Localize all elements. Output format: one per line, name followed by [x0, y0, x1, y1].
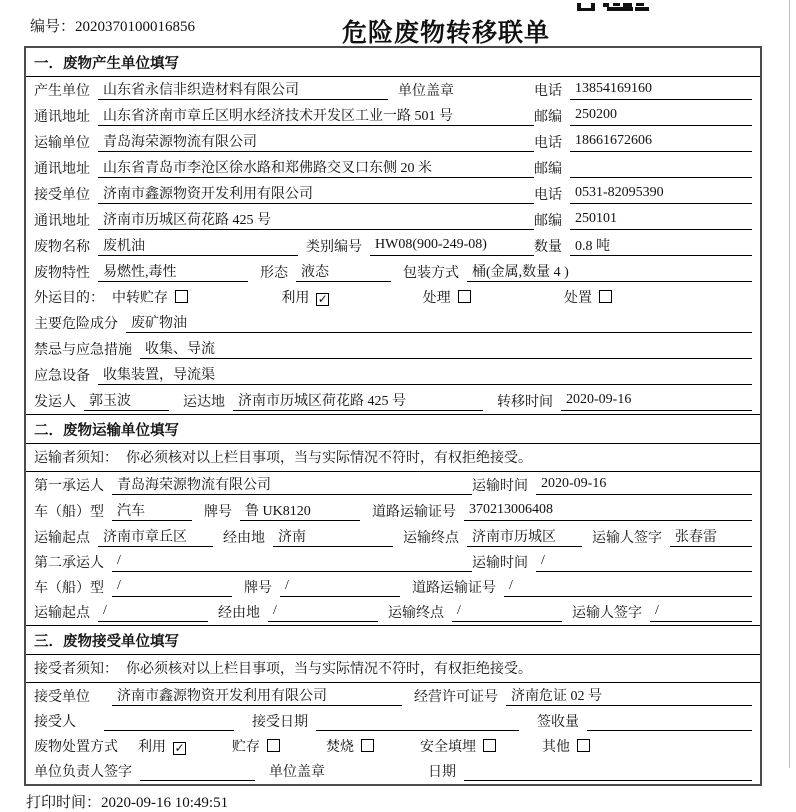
carrier2-label: 第二承运人 — [34, 556, 104, 571]
doc-number-value: 2020370100016856 — [75, 19, 196, 35]
origin1-value: 济南市章丘区 — [98, 526, 213, 547]
document-header — [0, 0, 796, 47]
transporter-label: 运输单位 — [34, 136, 90, 151]
quantity-value: 0.8 吨 — [570, 235, 752, 256]
head-sign-value — [140, 762, 255, 781]
transporter-sign1-value: 张春雷 — [670, 526, 752, 547]
zip-label: 邮编 — [534, 110, 562, 125]
row-transporter-address — [26, 155, 760, 181]
address-label: 通讯地址 — [34, 110, 90, 125]
row-vehicle2 — [26, 575, 760, 600]
endpoint2-value: / — [452, 603, 562, 622]
disposal-option-incinerate: 焚烧 — [326, 736, 374, 756]
receiver-phone-value: 0531-82095390 — [570, 185, 752, 204]
zip-label: 邮编 — [534, 162, 562, 177]
purpose-option-dispose: 处置 — [564, 287, 612, 307]
checkbox-disposal-utilize-checked: ✓ — [174, 741, 185, 755]
row-receiver — [26, 181, 760, 207]
license-value: 济南危证 02 号 — [506, 685, 752, 706]
row-contraindication — [26, 336, 760, 362]
address-label: 通讯地址 — [34, 162, 90, 177]
shipper-value: 郭玉波 — [84, 390, 169, 411]
transporter-sign-label: 运输人签字 — [592, 531, 662, 546]
phone-label: 电话 — [534, 84, 562, 99]
unit-seal-label: 单位盖章 — [398, 84, 454, 99]
receiver-notice-label: 接受者须知： — [34, 662, 118, 677]
transfer-time-value: 2020-09-16 — [561, 392, 752, 411]
transporter-sign-label: 运输人签字 — [572, 606, 642, 621]
row-vehicle1 — [26, 498, 760, 524]
contraindication-value: 收集、导流 — [140, 338, 752, 359]
road-permit1-value: 370213006408 — [464, 502, 752, 521]
destination-label: 运达地 — [183, 395, 225, 410]
doc-number-label: 编号： — [30, 19, 76, 35]
checkbox-transfer-storage — [175, 290, 188, 303]
row-disposal-method — [26, 734, 760, 759]
page-title: 危险废物转移联单 — [341, 20, 550, 47]
transporter-value: 青岛海荣源物流有限公司 — [98, 131, 534, 152]
plate-label: 牌号 — [204, 505, 232, 520]
emergency-equipment-value: 收集装置，导流渠 — [98, 364, 752, 385]
section2-header: 二．废物运输单位填写 — [26, 414, 760, 444]
row-route2 — [26, 600, 760, 625]
row-waste-name — [26, 233, 760, 259]
row-emergency-equipment — [26, 362, 760, 388]
row-head-signature — [26, 759, 760, 784]
date-label: 日期 — [428, 765, 456, 780]
emergency-equipment-label: 应急设备 — [34, 369, 90, 384]
row-producer — [26, 77, 760, 103]
purpose-label: 外运目的： — [34, 291, 104, 306]
row-main-hazard — [26, 310, 760, 336]
unit-seal-label: 单位盖章 — [269, 765, 325, 780]
checkbox-utilize-checked: ✓ — [317, 292, 328, 306]
print-time-label: 打印时间： — [26, 795, 102, 811]
zip-label: 邮编 — [534, 214, 562, 229]
form-value: 液态 — [296, 261, 391, 282]
purpose-option-transfer-storage: 中转贮存 — [112, 287, 188, 307]
form-label: 形态 — [260, 266, 288, 281]
endpoint-label: 运输终点 — [388, 606, 444, 621]
receiver-notice-text: 你必须核对以上栏目事项，当与实际情况不符时，有权拒绝接受。 — [126, 662, 532, 677]
transporter-sign2-value: / — [650, 603, 752, 622]
row-receiver-address — [26, 207, 760, 233]
waste-character-value: 易燃性,毒性 — [98, 261, 248, 282]
producer-zip-value: 250200 — [570, 107, 752, 126]
vehicle-type-label: 车（船）型 — [34, 581, 104, 596]
disposal-option-other: 其他 — [542, 736, 590, 756]
row-carrier2 — [26, 550, 760, 575]
phone-label: 电话 — [534, 188, 562, 203]
section3-header: 三．废物接受单位填写 — [26, 625, 760, 655]
purpose-option-treat: 处理 — [423, 287, 471, 307]
carrier2-time-value: / — [536, 553, 752, 572]
section1-header: 一．废物产生单位填写 — [26, 48, 760, 77]
transporter-address-value: 山东省青岛市李沧区徐水路和郑佛路交叉口东侧 20 米 — [98, 157, 534, 178]
road-permit-label: 道路运输证号 — [372, 505, 456, 520]
checkbox-store — [267, 739, 280, 752]
checkbox-treat — [458, 290, 471, 303]
receiver-zip-value: 250101 — [570, 211, 752, 230]
address-label: 通讯地址 — [34, 214, 90, 229]
head-sign-label: 单位负责人签字 — [34, 765, 132, 780]
acceptor-label: 接受人 — [34, 715, 76, 730]
checkbox-landfill — [483, 739, 496, 752]
carrier1-time-value: 2020-09-16 — [536, 476, 752, 495]
via-label: 经由地 — [223, 531, 265, 546]
doc-number — [30, 15, 195, 36]
quantity-label: 数量 — [534, 240, 562, 255]
origin-label: 运输起点 — [34, 606, 90, 621]
carrier1-value: 青岛海荣源物流有限公司 — [112, 474, 472, 495]
row-waste-character — [26, 259, 760, 285]
accept-date-value — [316, 712, 519, 731]
origin-label: 运输起点 — [34, 531, 90, 546]
main-hazard-value: 废矿物油 — [126, 312, 752, 333]
row-transporter — [26, 129, 760, 155]
packing-value: 桶(金属,数量 4 ) — [467, 261, 752, 282]
via1-value: 济南 — [273, 526, 393, 547]
license-label: 经营许可证号 — [414, 690, 498, 705]
row-accept-unit — [26, 683, 760, 709]
via-label: 经由地 — [218, 606, 260, 621]
transporter-zip-value — [570, 159, 752, 178]
receiver-notice — [26, 655, 760, 683]
purpose-option-utilize: 利用 ✓ — [281, 291, 328, 306]
endpoint1-value: 济南市历城区 — [467, 526, 582, 547]
origin2-value: / — [98, 603, 208, 622]
disposal-method-label: 废物处置方式 — [34, 740, 118, 755]
vehicle2-value: / — [112, 578, 232, 597]
waste-name-value: 废机油 — [98, 235, 298, 256]
disposal-option-utilize: 利用 ✓ — [138, 740, 185, 755]
checkbox-incinerate — [361, 739, 374, 752]
checkbox-other — [577, 739, 590, 752]
transfer-time-label: 转移时间 — [497, 395, 553, 410]
row-shipper — [26, 388, 760, 414]
packing-label: 包装方式 — [403, 266, 459, 281]
producer-address-value: 山东省济南市章丘区明水经济技术开发区工业一路 501 号 — [98, 105, 534, 126]
receiver-value: 济南市鑫源物资开发利用有限公司 — [98, 183, 534, 204]
transporter-notice-text: 你必须核对以上栏目事项，当与实际情况不符时，有权拒绝接受。 — [126, 451, 532, 466]
print-time — [26, 791, 796, 812]
date-value — [464, 762, 752, 781]
row-carrier1 — [26, 472, 760, 498]
plate1-value: 鲁 UK8120 — [240, 500, 360, 521]
carrier2-value: / — [112, 553, 472, 572]
road-permit-label: 道路运输证号 — [412, 581, 496, 596]
manifest-table — [24, 46, 762, 786]
received-qty-label: 签收量 — [537, 715, 579, 730]
accept-unit-label: 接受单位 — [34, 690, 90, 705]
print-time-value: 2020-09-16 10:49:51 — [101, 795, 229, 811]
vehicle1-value: 汽车 — [112, 500, 192, 521]
row-route1 — [26, 524, 760, 550]
transport-time-label: 运输时间 — [472, 479, 528, 494]
transporter-phone-value: 18661672606 — [570, 133, 752, 152]
producer-phone-value: 13854169160 — [570, 81, 752, 100]
main-hazard-label: 主要危险成分 — [34, 317, 118, 332]
row-acceptor — [26, 709, 760, 734]
carrier1-label: 第一承运人 — [34, 479, 104, 494]
producer-value: 山东省永信非织造材料有限公司 — [98, 79, 388, 100]
destination-value: 济南市历城区荷花路 425 号 — [233, 390, 483, 411]
acceptor-value — [104, 712, 234, 731]
road-permit2-value: / — [504, 578, 752, 597]
accept-date-label: 接受日期 — [252, 715, 308, 730]
via2-value: / — [268, 603, 378, 622]
plate2-value: / — [280, 578, 400, 597]
contraindication-label: 禁忌与应急措施 — [34, 343, 132, 358]
disposal-option-landfill: 安全填埋 — [420, 736, 496, 756]
producer-label: 产生单位 — [34, 84, 90, 99]
waste-name-label: 废物名称 — [34, 240, 90, 255]
waste-character-label: 废物特性 — [34, 266, 90, 281]
transporter-notice-label: 运输者须知： — [34, 451, 118, 466]
row-transfer-purpose — [26, 285, 760, 310]
checkbox-dispose — [599, 290, 612, 303]
plate-label: 牌号 — [244, 581, 272, 596]
received-qty-value — [587, 712, 752, 731]
row-producer-address — [26, 103, 760, 129]
phone-label: 电话 — [534, 136, 562, 151]
endpoint-label: 运输终点 — [403, 531, 459, 546]
page-edge-divider — [789, 0, 790, 768]
receiver-label: 接受单位 — [34, 188, 90, 203]
receiver-address-value: 济南市历城区荷花路 425 号 — [98, 209, 534, 230]
shipper-label: 发运人 — [34, 395, 76, 410]
transport-time-label: 运输时间 — [472, 556, 528, 571]
accept-unit-value: 济南市鑫源物资开发利用有限公司 — [112, 685, 402, 706]
category-label: 类别编号 — [306, 240, 362, 255]
disposal-option-store: 贮存 — [232, 736, 280, 756]
category-value: HW08(900-249-08) — [370, 237, 534, 256]
vehicle-type-label: 车（船）型 — [34, 505, 104, 520]
transporter-notice — [26, 444, 760, 472]
